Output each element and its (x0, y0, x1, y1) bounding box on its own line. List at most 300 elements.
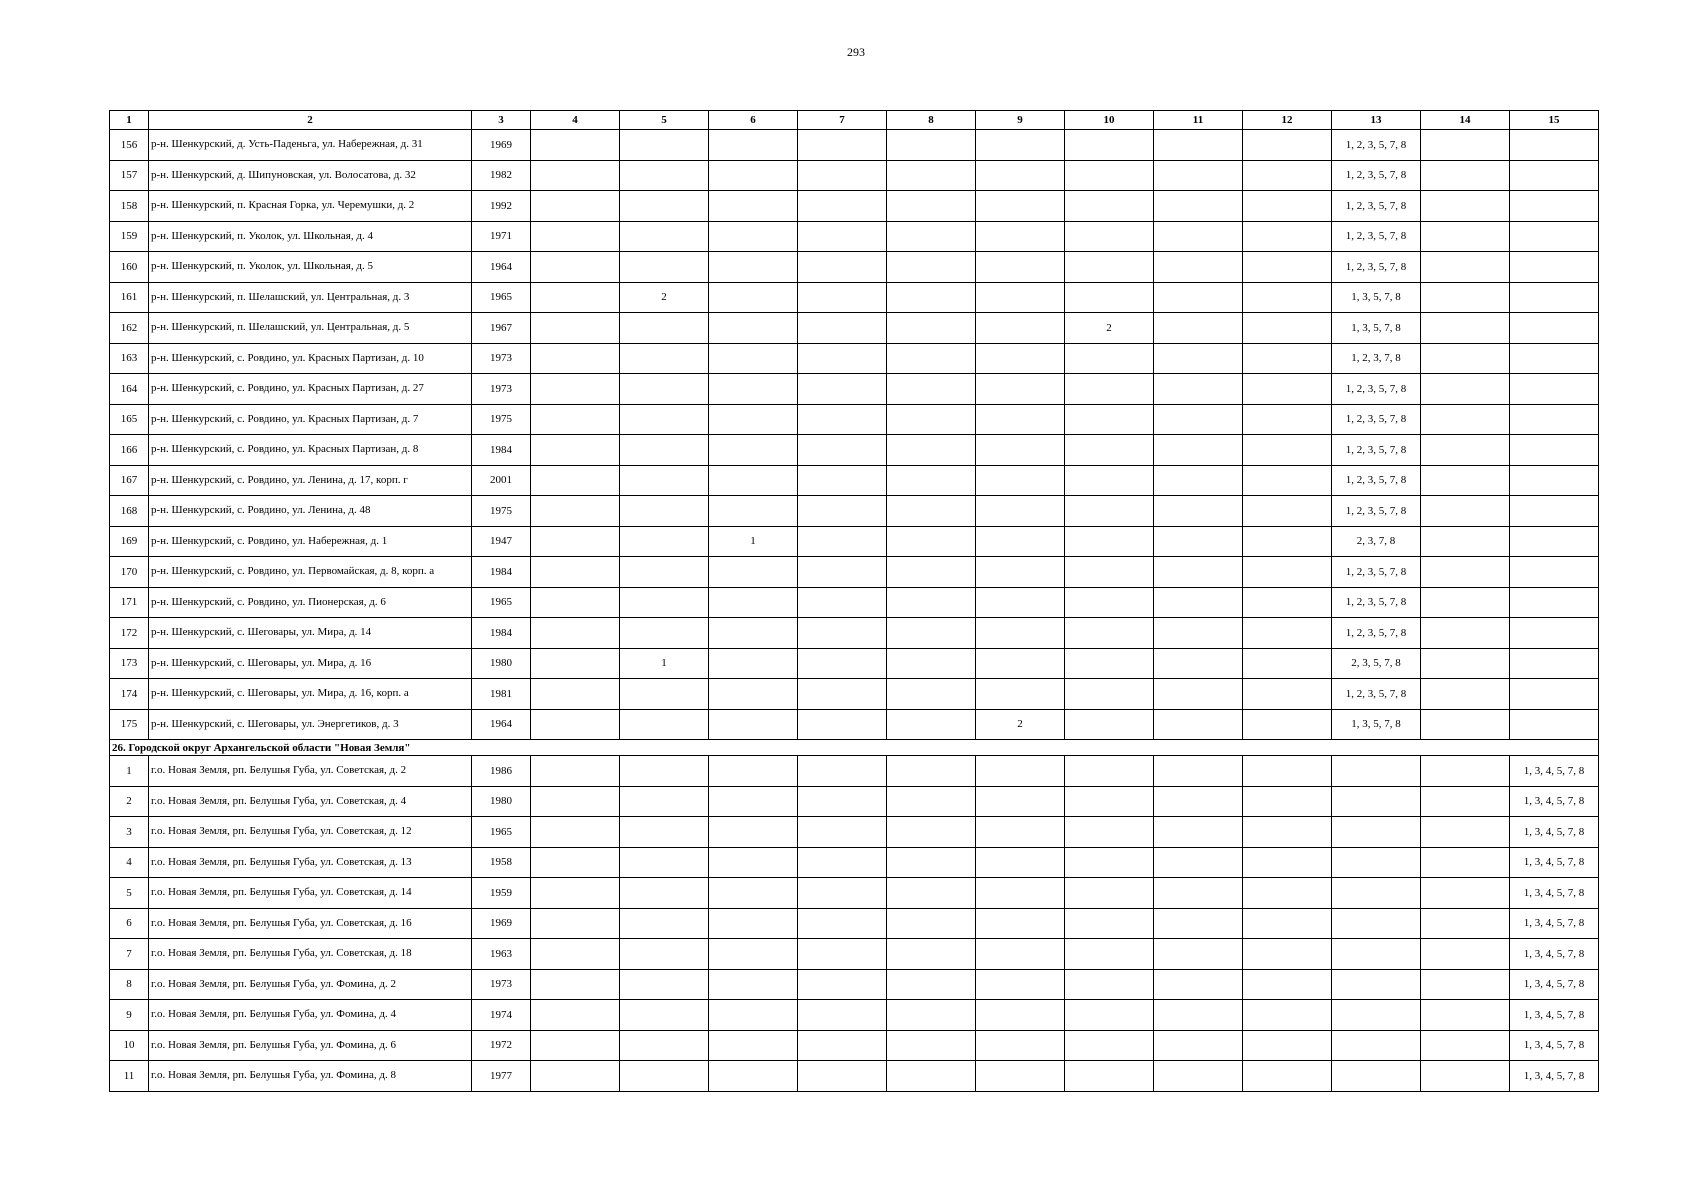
table-cell-col-6 (709, 435, 798, 466)
table-cell-col-8 (887, 969, 976, 1000)
table-cell-col-14 (1421, 191, 1510, 222)
table-cell-col-4 (531, 969, 620, 1000)
table-cell-col-7 (798, 939, 887, 970)
table-cell-col-2: р-н. Шенкурский, п. Красная Горка, ул. Черемушки, д. 2 (149, 191, 472, 222)
table-cell-col-12 (1243, 191, 1332, 222)
table-cell-col-1: 4 (110, 847, 149, 878)
table-cell-col-8 (887, 313, 976, 344)
table-cell-col-3: 1984 (472, 557, 531, 588)
table-cell-col-4 (531, 756, 620, 787)
table-cell-col-8 (887, 587, 976, 618)
table-cell-col-5 (620, 1030, 709, 1061)
table-cell-col-13 (1332, 1061, 1421, 1092)
table-cell-col-15 (1510, 221, 1599, 252)
table-row (110, 557, 1599, 588)
table-cell-col-14 (1421, 496, 1510, 527)
table-cell-col-8 (887, 282, 976, 313)
column-header: 8 (887, 111, 976, 130)
column-header: 14 (1421, 111, 1510, 130)
table-cell-col-13: 1, 2, 3, 5, 7, 8 (1332, 618, 1421, 649)
table-cell-col-12 (1243, 618, 1332, 649)
table-cell-col-2: р-н. Шенкурский, с. Ровдино, ул. Красных Партизан, д. 7 (149, 404, 472, 435)
table-cell-col-12 (1243, 404, 1332, 435)
table-cell-col-7 (798, 817, 887, 848)
table-cell-col-10 (1065, 648, 1154, 679)
table-cell-col-4 (531, 709, 620, 740)
table-cell-col-8 (887, 191, 976, 222)
table-cell-col-15 (1510, 343, 1599, 374)
table-cell-col-15: 1, 3, 4, 5, 7, 8 (1510, 1000, 1599, 1031)
table-cell-col-13: 1, 2, 3, 5, 7, 8 (1332, 679, 1421, 710)
table-cell-col-8 (887, 435, 976, 466)
table-cell-col-3: 1947 (472, 526, 531, 557)
table-cell-col-12 (1243, 969, 1332, 1000)
table-cell-col-3: 1984 (472, 618, 531, 649)
table-cell-col-3: 1958 (472, 847, 531, 878)
table-cell-col-4 (531, 908, 620, 939)
table-cell-col-13: 1, 2, 3, 5, 7, 8 (1332, 557, 1421, 588)
table-cell-col-3: 1969 (472, 130, 531, 161)
table-cell-col-15: 1, 3, 4, 5, 7, 8 (1510, 969, 1599, 1000)
table-cell-col-4 (531, 343, 620, 374)
table-cell-col-3: 1980 (472, 786, 531, 817)
table-cell-col-3: 1974 (472, 1000, 531, 1031)
table-cell-col-7 (798, 313, 887, 344)
table-cell-col-7 (798, 878, 887, 909)
table-cell-col-13 (1332, 756, 1421, 787)
table-cell-col-3: 1971 (472, 221, 531, 252)
table-cell-col-14 (1421, 252, 1510, 283)
table-cell-col-14 (1421, 435, 1510, 466)
table-cell-col-10 (1065, 191, 1154, 222)
table-cell-col-2: р-н. Шенкурский, с. Ровдино, ул. Ленина, д. 17, корп. г (149, 465, 472, 496)
table-cell-col-1: 1 (110, 756, 149, 787)
table-cell-col-4 (531, 465, 620, 496)
table-cell-col-8 (887, 618, 976, 649)
table-cell-col-8 (887, 878, 976, 909)
table-row (110, 313, 1599, 344)
table-cell-col-10 (1065, 709, 1154, 740)
table-cell-col-5 (620, 557, 709, 588)
table-cell-col-2: р-н. Шенкурский, с. Ровдино, ул. Красных Партизан, д. 8 (149, 435, 472, 466)
table-cell-col-9 (976, 404, 1065, 435)
table-cell-col-11 (1154, 252, 1243, 283)
table-cell-col-10 (1065, 404, 1154, 435)
table-cell-col-14 (1421, 969, 1510, 1000)
table-cell-col-4 (531, 1061, 620, 1092)
table-cell-col-11 (1154, 756, 1243, 787)
table-cell-col-11 (1154, 709, 1243, 740)
table-cell-col-13: 1, 2, 3, 5, 7, 8 (1332, 252, 1421, 283)
table-cell-col-6 (709, 679, 798, 710)
table-row (110, 526, 1599, 557)
table-cell-col-15: 1, 3, 4, 5, 7, 8 (1510, 756, 1599, 787)
table-cell-col-13 (1332, 1030, 1421, 1061)
table-cell-col-5 (620, 374, 709, 405)
table-cell-col-9 (976, 969, 1065, 1000)
table-cell-col-15 (1510, 404, 1599, 435)
table-cell-col-3: 1965 (472, 587, 531, 618)
table-cell-col-4 (531, 191, 620, 222)
table-cell-col-1: 174 (110, 679, 149, 710)
table-row (110, 404, 1599, 435)
table-cell-col-7 (798, 252, 887, 283)
table-cell-col-1: 165 (110, 404, 149, 435)
table-cell-col-7 (798, 648, 887, 679)
table-cell-col-2: р-н. Шенкурский, д. Усть-Паденьга, ул. Набережная, д. 31 (149, 130, 472, 161)
column-header: 9 (976, 111, 1065, 130)
table-cell-col-2: г.о. Новая Земля, рп. Белушья Губа, ул. Советская, д. 14 (149, 878, 472, 909)
table-cell-col-4 (531, 587, 620, 618)
table-cell-col-7 (798, 465, 887, 496)
table-cell-col-3: 1972 (472, 1030, 531, 1061)
table-cell-col-1: 162 (110, 313, 149, 344)
table-cell-col-9 (976, 130, 1065, 161)
column-header: 1 (110, 111, 149, 130)
table-cell-col-14 (1421, 465, 1510, 496)
table-cell-col-7 (798, 756, 887, 787)
table-cell-col-5 (620, 435, 709, 466)
table-cell-col-6 (709, 343, 798, 374)
table-cell-col-12 (1243, 465, 1332, 496)
table-cell-col-1: 3 (110, 817, 149, 848)
table-cell-col-10 (1065, 221, 1154, 252)
table-cell-col-10 (1065, 496, 1154, 527)
table-cell-col-12 (1243, 847, 1332, 878)
table-cell-col-8 (887, 130, 976, 161)
table-cell-col-4 (531, 939, 620, 970)
table-cell-col-15: 1, 3, 4, 5, 7, 8 (1510, 817, 1599, 848)
table-cell-col-9 (976, 526, 1065, 557)
table-cell-col-15 (1510, 435, 1599, 466)
table-cell-col-11 (1154, 374, 1243, 405)
table-cell-col-11 (1154, 786, 1243, 817)
table-cell-col-12 (1243, 343, 1332, 374)
table-cell-col-11 (1154, 1000, 1243, 1031)
table-cell-col-1: 170 (110, 557, 149, 588)
table-cell-col-11 (1154, 313, 1243, 344)
table-row (110, 160, 1599, 191)
table-cell-col-3: 1981 (472, 679, 531, 710)
table-cell-col-14 (1421, 1061, 1510, 1092)
table-cell-col-3: 1992 (472, 191, 531, 222)
table-cell-col-4 (531, 496, 620, 527)
table-cell-col-9 (976, 435, 1065, 466)
table-cell-col-3: 1980 (472, 648, 531, 679)
table-row (110, 343, 1599, 374)
table-cell-col-7 (798, 786, 887, 817)
table-cell-col-13 (1332, 1000, 1421, 1031)
table-cell-col-11 (1154, 908, 1243, 939)
table-cell-col-5 (620, 679, 709, 710)
table-cell-col-7 (798, 557, 887, 588)
table-cell-col-14 (1421, 221, 1510, 252)
table-cell-col-1: 157 (110, 160, 149, 191)
table-cell-col-3: 1967 (472, 313, 531, 344)
table-cell-col-10 (1065, 1061, 1154, 1092)
table-cell-col-15: 1, 3, 4, 5, 7, 8 (1510, 1030, 1599, 1061)
table-cell-col-10 (1065, 130, 1154, 161)
table-cell-col-7 (798, 160, 887, 191)
table-row (110, 465, 1599, 496)
table-cell-col-8 (887, 252, 976, 283)
column-header: 13 (1332, 111, 1421, 130)
table-cell-col-5 (620, 786, 709, 817)
table-cell-col-6 (709, 1030, 798, 1061)
table-cell-col-4 (531, 404, 620, 435)
table-cell-col-15 (1510, 374, 1599, 405)
table-cell-col-8 (887, 817, 976, 848)
table-cell-col-4 (531, 618, 620, 649)
table-cell-col-4 (531, 221, 620, 252)
table-cell-col-5 (620, 908, 709, 939)
table-cell-col-9 (976, 221, 1065, 252)
table-cell-col-14 (1421, 557, 1510, 588)
table-cell-col-9 (976, 786, 1065, 817)
table-cell-col-8 (887, 404, 976, 435)
table-cell-col-7 (798, 374, 887, 405)
table-cell-col-2: г.о. Новая Земля, рп. Белушья Губа, ул. Фомина, д. 2 (149, 969, 472, 1000)
table-cell-col-2: г.о. Новая Земля, рп. Белушья Губа, ул. Фомина, д. 6 (149, 1030, 472, 1061)
table-cell-col-7 (798, 679, 887, 710)
table-cell-col-13: 1, 2, 3, 7, 8 (1332, 343, 1421, 374)
table-cell-col-7 (798, 343, 887, 374)
table-cell-col-1: 2 (110, 786, 149, 817)
table-cell-col-6 (709, 374, 798, 405)
table-cell-col-5: 2 (620, 282, 709, 313)
table-cell-col-3: 1964 (472, 709, 531, 740)
table-cell-col-12 (1243, 648, 1332, 679)
table-cell-col-4 (531, 648, 620, 679)
table-cell-col-7 (798, 618, 887, 649)
column-header: 2 (149, 111, 472, 130)
section-heading: 26. Городской округ Архангельской области "Новая Земля" (110, 740, 1599, 756)
table-cell-col-1: 161 (110, 282, 149, 313)
table-cell-col-11 (1154, 648, 1243, 679)
table-row (110, 1030, 1599, 1061)
table-cell-col-14 (1421, 160, 1510, 191)
table-cell-col-2: р-н. Шенкурский, п. Уколок, ул. Школьная, д. 5 (149, 252, 472, 283)
table-cell-col-1: 168 (110, 496, 149, 527)
table-cell-col-6 (709, 786, 798, 817)
table-cell-col-3: 1973 (472, 374, 531, 405)
table-cell-col-1: 164 (110, 374, 149, 405)
table-cell-col-14 (1421, 679, 1510, 710)
table-cell-col-6 (709, 878, 798, 909)
table-cell-col-13 (1332, 908, 1421, 939)
table-cell-col-8 (887, 557, 976, 588)
table-body-novaya-zemlya (110, 756, 1599, 1092)
table-cell-col-12 (1243, 679, 1332, 710)
table-cell-col-11 (1154, 191, 1243, 222)
table-cell-col-13 (1332, 847, 1421, 878)
table-cell-col-11 (1154, 221, 1243, 252)
table-cell-col-7 (798, 435, 887, 466)
table-cell-col-1: 160 (110, 252, 149, 283)
table-cell-col-10 (1065, 526, 1154, 557)
table-cell-col-4 (531, 557, 620, 588)
table-row (110, 618, 1599, 649)
table-cell-col-11 (1154, 817, 1243, 848)
table-cell-col-4 (531, 313, 620, 344)
table-cell-col-10 (1065, 1000, 1154, 1031)
table-cell-col-9 (976, 878, 1065, 909)
table-cell-col-4 (531, 1030, 620, 1061)
table-row (110, 191, 1599, 222)
table-cell-col-9 (976, 618, 1065, 649)
table-cell-col-12 (1243, 282, 1332, 313)
table-cell-col-1: 158 (110, 191, 149, 222)
table-cell-col-10 (1065, 756, 1154, 787)
table-cell-col-10 (1065, 252, 1154, 283)
table-cell-col-1: 156 (110, 130, 149, 161)
table-cell-col-1: 171 (110, 587, 149, 618)
table-row (110, 679, 1599, 710)
table-cell-col-11 (1154, 969, 1243, 1000)
table-cell-col-9 (976, 313, 1065, 344)
table-cell-col-9 (976, 282, 1065, 313)
table-cell-col-6 (709, 221, 798, 252)
table-cell-col-8 (887, 679, 976, 710)
table-cell-col-4 (531, 878, 620, 909)
table-cell-col-13: 1, 3, 5, 7, 8 (1332, 709, 1421, 740)
table-cell-col-8 (887, 221, 976, 252)
table-cell-col-2: р-н. Шенкурский, с. Ровдино, ул. Ленина, д. 48 (149, 496, 472, 527)
table-cell-col-4 (531, 847, 620, 878)
table-cell-col-12 (1243, 709, 1332, 740)
table-cell-col-12 (1243, 221, 1332, 252)
table-cell-col-14 (1421, 526, 1510, 557)
table-cell-col-14 (1421, 786, 1510, 817)
table-cell-col-5 (620, 878, 709, 909)
column-header: 7 (798, 111, 887, 130)
table-cell-col-8 (887, 1061, 976, 1092)
table-cell-col-11 (1154, 435, 1243, 466)
table-cell-col-10 (1065, 282, 1154, 313)
table-cell-col-5 (620, 847, 709, 878)
table-cell-col-4 (531, 435, 620, 466)
table-cell-col-3: 1973 (472, 343, 531, 374)
table-cell-col-7 (798, 847, 887, 878)
table-cell-col-2: р-н. Шенкурский, с. Ровдино, ул. Пионерская, д. 6 (149, 587, 472, 618)
table-cell-col-8 (887, 526, 976, 557)
table-cell-col-10 (1065, 343, 1154, 374)
table-cell-col-3: 1964 (472, 252, 531, 283)
table-cell-col-15 (1510, 557, 1599, 588)
table-cell-col-4 (531, 252, 620, 283)
table-cell-col-14 (1421, 817, 1510, 848)
table-cell-col-9 (976, 252, 1065, 283)
table-cell-col-14 (1421, 587, 1510, 618)
table-cell-col-3: 1984 (472, 435, 531, 466)
table-cell-col-12 (1243, 587, 1332, 618)
table-cell-col-9 (976, 847, 1065, 878)
table-cell-col-7 (798, 1061, 887, 1092)
table-cell-col-13 (1332, 969, 1421, 1000)
table-row (110, 786, 1599, 817)
table-cell-col-14 (1421, 404, 1510, 435)
table-cell-col-9 (976, 557, 1065, 588)
table-cell-col-12 (1243, 908, 1332, 939)
table-cell-col-11 (1154, 1061, 1243, 1092)
table-cell-col-12 (1243, 939, 1332, 970)
table-cell-col-1: 173 (110, 648, 149, 679)
table-cell-col-14 (1421, 878, 1510, 909)
table-cell-col-12 (1243, 435, 1332, 466)
table-cell-col-2: г.о. Новая Земля, рп. Белушья Губа, ул. Советская, д. 18 (149, 939, 472, 970)
table-cell-col-6 (709, 756, 798, 787)
table-cell-col-4 (531, 130, 620, 161)
table-cell-col-5 (620, 252, 709, 283)
table-cell-col-9 (976, 465, 1065, 496)
table-cell-col-2: р-н. Шенкурский, с. Шеговары, ул. Энергетиков, д. 3 (149, 709, 472, 740)
table-cell-col-7 (798, 282, 887, 313)
table-cell-col-6: 1 (709, 526, 798, 557)
table-cell-col-9 (976, 160, 1065, 191)
table-cell-col-15 (1510, 496, 1599, 527)
table-cell-col-3: 2001 (472, 465, 531, 496)
table-cell-col-11 (1154, 465, 1243, 496)
table-cell-col-1: 175 (110, 709, 149, 740)
table-cell-col-5 (620, 313, 709, 344)
table-cell-col-8 (887, 496, 976, 527)
table-cell-col-6 (709, 908, 798, 939)
table-cell-col-12 (1243, 786, 1332, 817)
table-cell-col-10 (1065, 969, 1154, 1000)
table-cell-col-5 (620, 191, 709, 222)
section-heading-row (110, 740, 1599, 756)
table-cell-col-13: 1, 2, 3, 5, 7, 8 (1332, 191, 1421, 222)
table-cell-col-2: г.о. Новая Земля, рп. Белушья Губа, ул. Советская, д. 2 (149, 756, 472, 787)
table-cell-col-10 (1065, 939, 1154, 970)
table-cell-col-3: 1982 (472, 160, 531, 191)
table-cell-col-9 (976, 496, 1065, 527)
column-header: 11 (1154, 111, 1243, 130)
column-header: 12 (1243, 111, 1332, 130)
table-cell-col-13: 1, 2, 3, 5, 7, 8 (1332, 465, 1421, 496)
table-cell-col-14 (1421, 618, 1510, 649)
table-cell-col-2: р-н. Шенкурский, п. Шелашский, ул. Центральная, д. 3 (149, 282, 472, 313)
table-row (110, 847, 1599, 878)
table-cell-col-15: 1, 3, 4, 5, 7, 8 (1510, 908, 1599, 939)
table-cell-col-11 (1154, 618, 1243, 649)
table-cell-col-4 (531, 786, 620, 817)
table-cell-col-11 (1154, 526, 1243, 557)
table-cell-col-15 (1510, 679, 1599, 710)
table-cell-col-3: 1965 (472, 817, 531, 848)
table-cell-col-7 (798, 496, 887, 527)
table-cell-col-7 (798, 130, 887, 161)
column-header: 6 (709, 111, 798, 130)
table-cell-col-4 (531, 817, 620, 848)
table-cell-col-1: 10 (110, 1030, 149, 1061)
table-cell-col-7 (798, 526, 887, 557)
table-cell-col-6 (709, 496, 798, 527)
table-cell-col-8 (887, 343, 976, 374)
table-cell-col-9 (976, 374, 1065, 405)
table-cell-col-4 (531, 282, 620, 313)
table-cell-col-13: 1, 2, 3, 5, 7, 8 (1332, 221, 1421, 252)
table-cell-col-12 (1243, 557, 1332, 588)
table-cell-col-9 (976, 908, 1065, 939)
column-header: 5 (620, 111, 709, 130)
table-cell-col-9: 2 (976, 709, 1065, 740)
table-cell-col-3: 1977 (472, 1061, 531, 1092)
table-cell-col-5 (620, 343, 709, 374)
table-row (110, 282, 1599, 313)
table-cell-col-7 (798, 587, 887, 618)
table-cell-col-5 (620, 221, 709, 252)
